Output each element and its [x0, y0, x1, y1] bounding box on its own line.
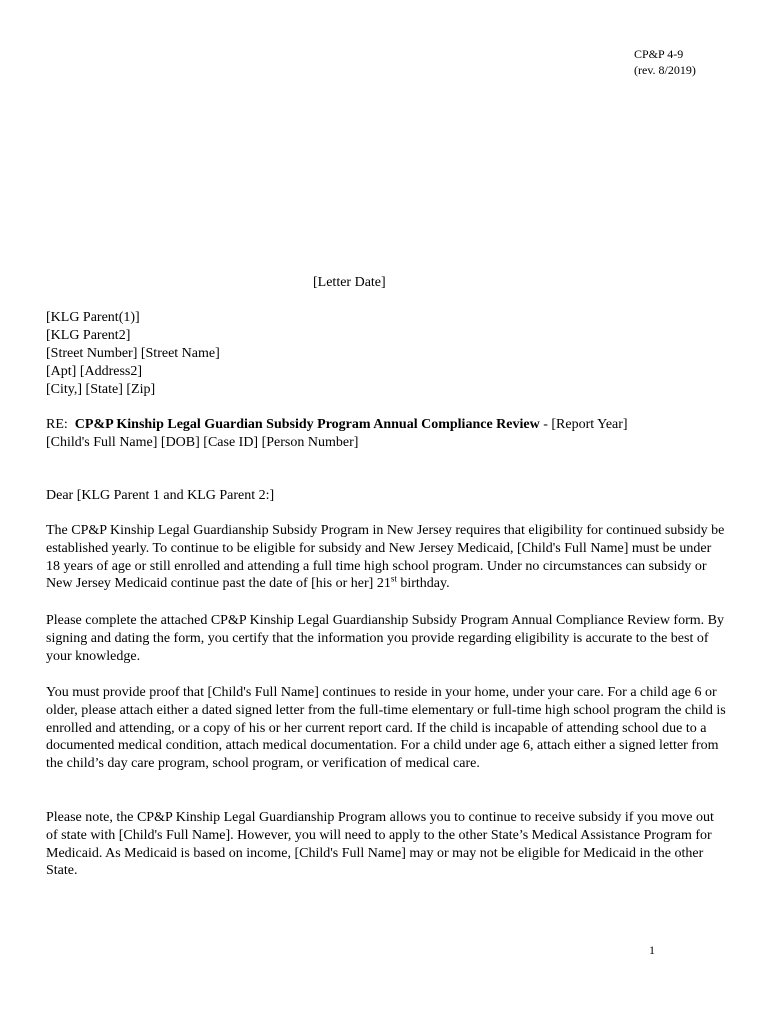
- subject-prefix: RE:: [46, 417, 68, 432]
- paragraph-eligibility-text: The CP&P Kinship Legal Guardianship Subsidy Program in New Jersey requires that eligibility for continued subsidy be established yearly. To continue to be eligible for subsidy and New Jersey Medicaid, [Child's Full Name] must be under 18 years of age or still enrolled and attending a full time high school program. Under no circumstances can subsidy or New Jersey Medicaid continue past the date of [his or her] 21: [46, 523, 725, 592]
- page-number: 1: [649, 943, 655, 957]
- subject-case-details: [Child's Full Name] [DOB] [Case ID] [Person Number]: [46, 435, 359, 450]
- paragraph-out-of-state: Please note, the CP&P Kinship Legal Guardianship Program allows you to continue to receive subsidy if you move out of state with [Child's Full Name]. However, you will need to apply to the other State’s Medical Assistance Program for Medicaid. As Medicaid is based on income, [Child's Full Name] may or may not be eligible for Medicaid in the other State.: [46, 810, 714, 879]
- form-revision: (rev. 8/2019): [634, 63, 696, 77]
- address-line: [KLG Parent(1)]: [46, 310, 140, 325]
- paragraph-proof-of-residence: You must provide proof that [Child's Full Name] continues to reside in your home, under your care. For a child age 6 or older, please attach either a dated signed letter from the full-time elementary or full-time high school program the child is enrolled and attending, or a copy of his or her current report card. If the child is incapable of attending school due to a documented medical condition, attach medical documentation. For a child under age 6, attach either a signed letter from the child’s day care program, school program, or verification of medical care.: [46, 685, 726, 772]
- letter-date: [Letter Date]: [313, 275, 386, 290]
- address-line: [Apt] [Address2]: [46, 364, 143, 379]
- subject-title: CP&P Kinship Legal Guardian Subsidy Program Annual Compliance Review: [74, 417, 540, 432]
- salutation: Dear [KLG Parent 1 and KLG Parent 2:]: [46, 488, 275, 503]
- address-line: [Street Number] [Street Name]: [46, 346, 220, 361]
- paragraph-complete-form: Please complete the attached CP&P Kinship Legal Guardianship Subsidy Program Annual Compliance Review form. By signing and dating the form, you certify that the information you provide regarding eligibility is accurate to the best of your knowledge.: [46, 613, 724, 664]
- recipient-address: [46, 309, 220, 399]
- paragraph-eligibility: [46, 522, 726, 593]
- address-line: [KLG Parent2]: [46, 328, 131, 343]
- form-number: CP&P 4-9: [634, 47, 684, 61]
- paragraph-eligibility-end: birthday.: [396, 576, 450, 592]
- subject-line: [46, 416, 736, 452]
- ordinal-suffix: st: [390, 573, 397, 584]
- address-line: [City,] [State] [Zip]: [46, 382, 156, 397]
- subject-report-year: - [Report Year]: [539, 417, 628, 432]
- form-identifier: [634, 46, 696, 78]
